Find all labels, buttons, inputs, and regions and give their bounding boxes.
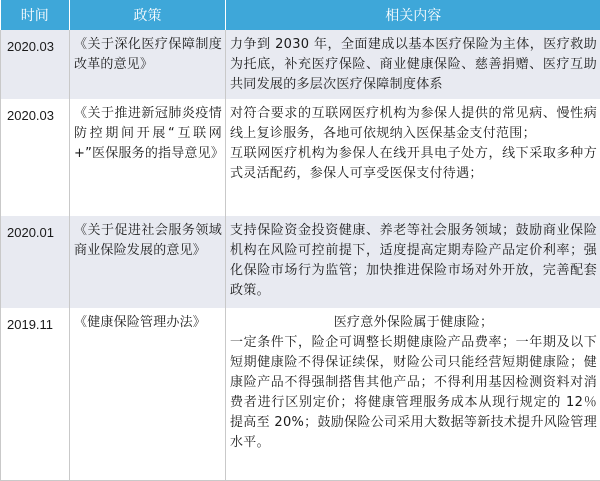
row-content: 支持保险资金投资健康、养老等社会服务领域；鼓励商业保险机构在风险可控前提下，适度提高定期寿险产品定价利率；强化保险市场行为监管；加快推进保险市场对外开放，完善配套政策。 [226,216,600,308]
table-row [1,216,600,308]
table-row [1,99,600,216]
row-date: 2019.11 [1,308,70,480]
row-content-line: 医疗意外保险属于健康险； [333,315,494,330]
header-content: 相关内容 [226,0,600,30]
row-date: 2020.03 [1,30,70,99]
table-row [1,30,600,99]
row-policy: 《关于促进社会服务领域商业保险发展的意见》 [70,216,226,308]
table-header-row [1,0,600,30]
row-content-line: 互联网医疗机构为参保人在线开具电子处方，线下采取多种方式灵活配药，参保人可享受医保支付待遇； [230,146,597,181]
header-policy: 政策 [70,0,226,30]
row-policy: 《关于推进新冠肺炎疫情防控期间开展“互联网+”医保服务的指导意见》 [70,99,226,216]
header-time: 时间 [1,0,70,30]
row-content: 力争到 2030 年，全面建成以基本医疗保险为主体，医疗救助为托底，补充医疗保险、商业健康保险、慈善捐赠、医疗互助共同发展的多层次医疗保障制度体系 [226,30,600,99]
row-date: 2020.01 [1,216,70,308]
row-content-line: 一定条件下，险企可调整长期健康险产品费率；一年期及以下短期健康险不得保证续保，财险公司只能经营短期健康险；健康险产品不得强制搭售其他产品；不得利用基因检测资料对消费者进行区别定价；将健康管理服务成本从现行规定的 12％提高至 20%；鼓励保险公司采用大数据等新技术提升风险管理水平。 [230,335,597,450]
row-content [226,308,600,480]
row-content [226,99,600,216]
table-row [1,308,600,480]
row-policy: 《健康保险管理办法》 [70,308,226,480]
row-content-line: 对符合要求的互联网医疗机构为参保人提供的常见病、慢性病线上复诊服务，各地可依规纳入医保基金支付范围； [230,106,597,141]
row-date: 2020.03 [1,99,70,216]
row-policy: 《关于深化医疗保障制度改革的意见》 [70,30,226,99]
